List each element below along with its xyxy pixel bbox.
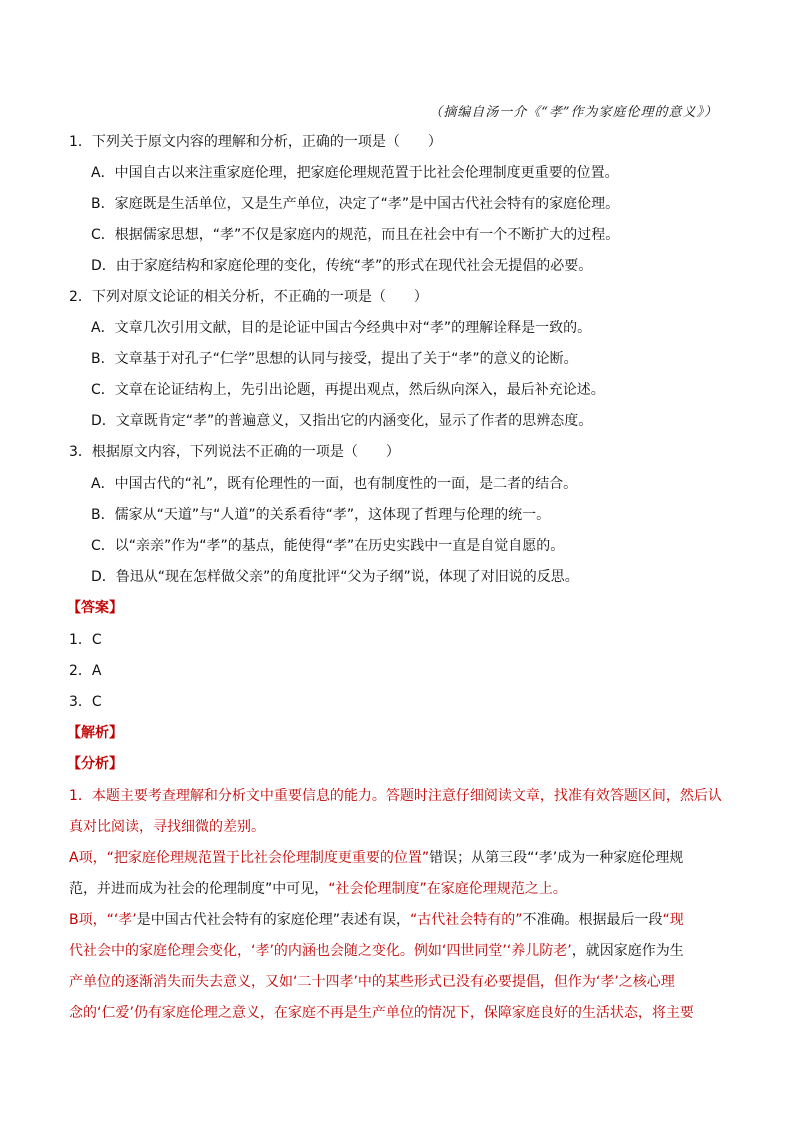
answer-1: 1．C — [69, 632, 102, 648]
question-1-option-a: A．中国自古以来注重家庭伦理，把家庭伦理规范置于比社会伦理制度更重要的位置。 — [91, 165, 619, 181]
analysis-a-quote: “把家庭伦理规范置于比社会伦理制度更重要的位置” — [106, 850, 430, 866]
analysis-b-q1: ‘孝’ — [113, 912, 137, 928]
fenxi-heading: 【分析】 — [67, 756, 123, 772]
analysis-p1-line1: 1．本题主要考查理解和分析文中重要信息的能力。答题时注意仔细阅读文章，找准有效答题区间，然后认 — [69, 788, 722, 804]
analysis-b-line2-text: ，就因家庭作为生 — [571, 943, 684, 959]
analysis-a-mid: 错误；从第三段“‘孝’成为一种家庭伦理规 — [429, 850, 684, 866]
question-2-option-c: C．文章在论证结构上，先引出论题，再提出观点，然后纵向深入，最后补充论述。 — [91, 382, 605, 398]
analysis-b-q2: “古代社会特有的” — [410, 912, 523, 928]
analysis-b-line4: 念的‘仁爱’仍有家庭伦理之意义，在家庭不再是生产单位的情况下，保障家庭良好的生活状态，将主要 — [69, 1005, 694, 1021]
question-3-option-a: A．中国古代的“礼”，既有伦理性的一面，也有制度性的一面，是二者的结合。 — [91, 476, 578, 492]
analysis-a-line2-text: 范，并进而成为社会的伦理制度”中可见， — [69, 881, 329, 897]
question-2-option-a: A．文章几次引用文献，目的是论证中国古今经典中对“孝”的理解诠释是一致的。 — [91, 320, 592, 336]
analysis-b-line3: 产单位的逐渐消失而失去意义，又如‘二十四孝’中的某些形式已没有必要提倡，但作为‘孝’之核心理 — [69, 974, 675, 990]
question-3-option-d: D．鲁迅从“现在怎样做父亲”的角度批评“父为子纲”说，体现了对旧说的反思。 — [91, 569, 579, 585]
source-citation: （摘编自汤一介《“孝”作为家庭伦理的意义》） — [429, 105, 718, 120]
answer-3: 3．C — [69, 694, 102, 710]
analysis-b-prefix: B项，“ — [69, 912, 114, 928]
analysis-a-line2 — [69, 879, 567, 899]
question-1-option-d: D．由于家庭结构和家庭伦理的变化，传统“孝”的形式在现代社会无提倡的必要。 — [91, 258, 593, 274]
question-3-stem: 3．根据原文内容，下列说法不正确的一项是（ ） — [69, 444, 400, 460]
question-3-option-c: C．以“亲亲”作为“孝”的基点，能使得“孝”在历史实践中一直是自觉自愿的。 — [91, 538, 565, 554]
analysis-a-line2-quote: “社会伦理制度”在家庭伦理规范之上。 — [328, 881, 567, 897]
answer-2: 2．A — [69, 663, 102, 679]
analysis-b-line2-quote: 代社会中的家庭伦理会变化，‘孝’的内涵也会随之变化。例如‘四世同堂’‘养儿防老’ — [69, 943, 572, 959]
analysis-b-line1 — [69, 910, 684, 930]
question-1-option-c: C．根据儒家思想，“孝”不仅是家庭内的规范，而且在社会中有一个不断扩大的过程。 — [91, 227, 620, 243]
question-3-option-b: B．儒家从“天道”与“人道”的关系看待“孝”，这体现了哲理与伦理的统一。 — [91, 507, 551, 523]
analysis-heading: 【解析】 — [67, 725, 123, 741]
analysis-b-line2 — [69, 941, 684, 961]
analysis-b-text2: 不准确。根据最后一段 — [522, 912, 663, 928]
question-2-stem: 2．下列对原文论证的相关分析，不正确的一项是（ ） — [69, 289, 428, 305]
analysis-b-text1: 是中国古代社会特有的家庭伦理”表述有误， — [136, 912, 411, 928]
analysis-a-line1 — [69, 848, 683, 868]
analysis-b-q3: “现 — [662, 912, 684, 928]
question-2-option-d: D．文章既肯定“孝”的普遍意义，又指出它的内涵变化，显示了作者的思辨态度。 — [91, 413, 593, 429]
question-1-stem: 1．下列关于原文内容的理解和分析，正确的一项是（ ） — [69, 134, 442, 150]
analysis-p1-line2: 真对比阅读，寻找细微的差别。 — [69, 819, 265, 835]
question-2-option-b: B．文章基于对孔子“仁学”思想的认同与接受，提出了关于“孝”的意义的论断。 — [91, 351, 578, 367]
analysis-a-prefix: A项， — [69, 850, 107, 866]
answer-heading: 【答案】 — [67, 600, 123, 616]
question-1-option-b: B．家庭既是生活单位，又是生产单位，决定了“孝”是中国古代社会特有的家庭伦理。 — [91, 196, 620, 212]
